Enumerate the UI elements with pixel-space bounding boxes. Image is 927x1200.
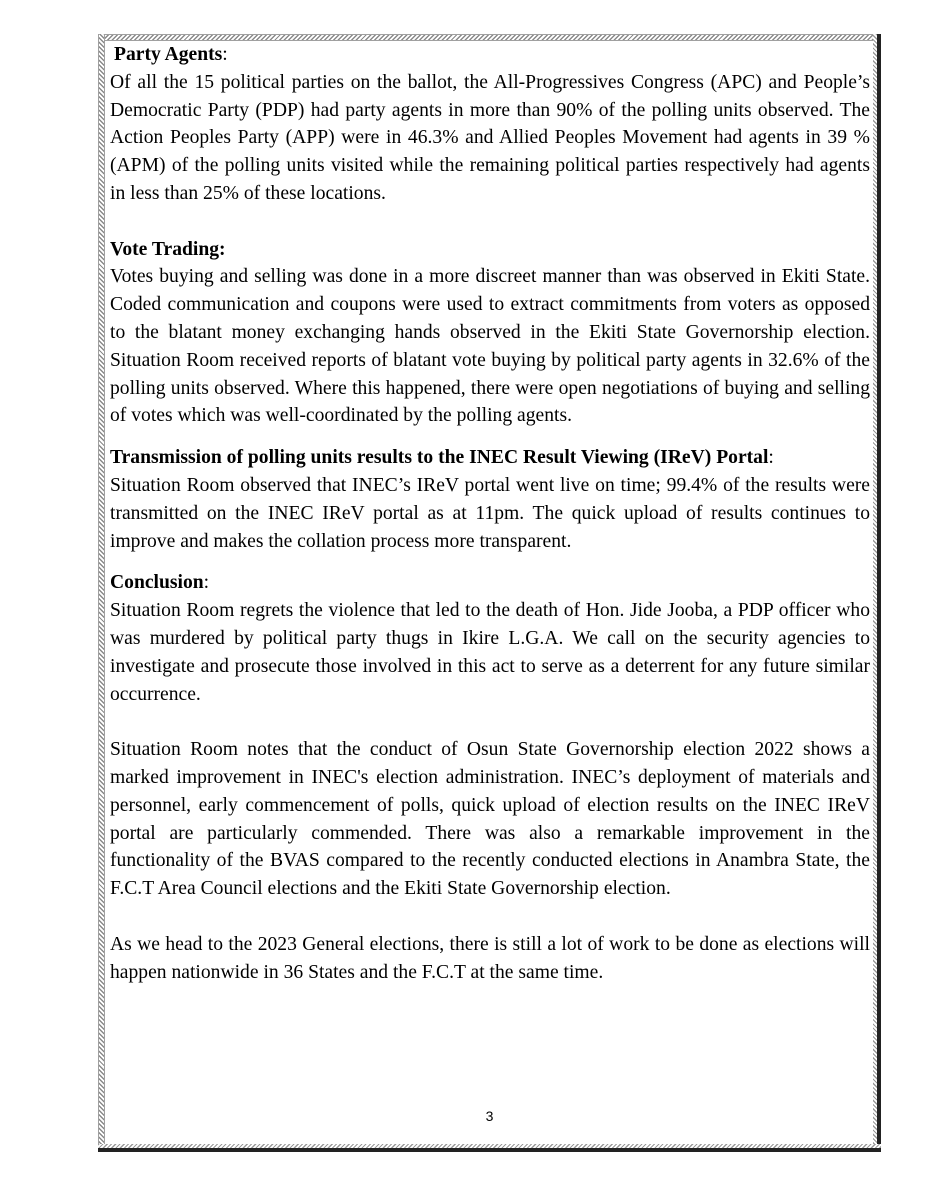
section-body: Situation Room regrets the violence that led to the death of Hon. Jide Jooba, a PDP officer who was murdered by political party thugs in Ikire L.G.A. We call on the security agencies to investigate and prosecute those involved in this act to serve as a deterrent for any future similar occurrence. [110,600,870,705]
section-heading: Party Agents [114,44,223,65]
section-vote-trading [110,236,870,431]
section-body: Situation Room observed that INEC’s IReV portal went live on time; 99.4% of the results were transmitted on the INEC IReV portal as at 11pm. The quick upload of results continues to improve and makes the collation process more transparent. [110,474,870,552]
section-conclusion [110,569,870,708]
paragraph: Situation Room notes that the conduct of Osun State Governorship election 2022 shows a marked improvement in INEC's election administration. INEC’s deployment of materials and personnel, early commencement of polls, quick upload of election results on the INEC IReV portal are particularly commended. There was also a remarkable improvement in the functionality of the BVAS compared to the recently conducted elections in Anambra State, the F.C.T Area Council elections and the Ekiti State Governorship election. [110,739,870,900]
page-border-right [877,34,881,1152]
page-number: 3 [485,1108,494,1124]
paragraph: As we head to the 2023 General elections, there is still a lot of work to be done as elections will happen nationwide in 36 States and the F.C.T at the same time. [110,933,870,983]
section-transmission [110,444,870,555]
section-heading-line [110,41,870,69]
section-heading-suffix: : [203,572,210,594]
spacer [110,903,870,931]
section-heading: Vote Trading: [110,238,226,260]
section-heading-suffix: : [222,44,228,65]
section-heading-line [110,569,870,597]
page-border-left [98,34,105,1152]
section-heading-line [110,444,870,472]
section-party-agents [110,41,870,208]
section-heading-suffix: : [768,447,774,469]
spacer [110,430,870,444]
spacer [110,555,870,569]
section-heading-line [110,236,870,264]
spacer [110,208,870,236]
spacer [110,708,870,736]
page-border-bottom [98,1148,881,1152]
section-heading: Transmission of polling units results to the INEC Result Viewing (IReV) Portal [110,447,769,469]
section-heading: Conclusion [110,572,204,594]
document-body [110,41,870,986]
section-body: Of all the 15 political parties on the ballot, the All-Progressives Congress (APC) and People’s Democratic Party (PDP) had party agents in more than 90% of the polling units observed. The Action Peoples Party (APP) were in 46.3% and Allied Peoples Movement had agents in 39 % (APM) of the polling units visited while the remaining political parties respectively had agents in less than 25% of these locations. [110,71,870,204]
section-body: Votes buying and selling was done in a more discreet manner than was observed in Ekiti State. Coded communication and coupons were used to extract commitments from voters as opposed to the blatant money exchanging hands observed in the Ekiti State Governorship election. Situation Room received reports of blatant vote buying by political party agents in 32.6% of the polling units observed. Where this happened, there were open negotiations of buying and selling of votes which was well-coordinated by the polling agents. [110,266,870,427]
page-border-top [98,34,881,41]
